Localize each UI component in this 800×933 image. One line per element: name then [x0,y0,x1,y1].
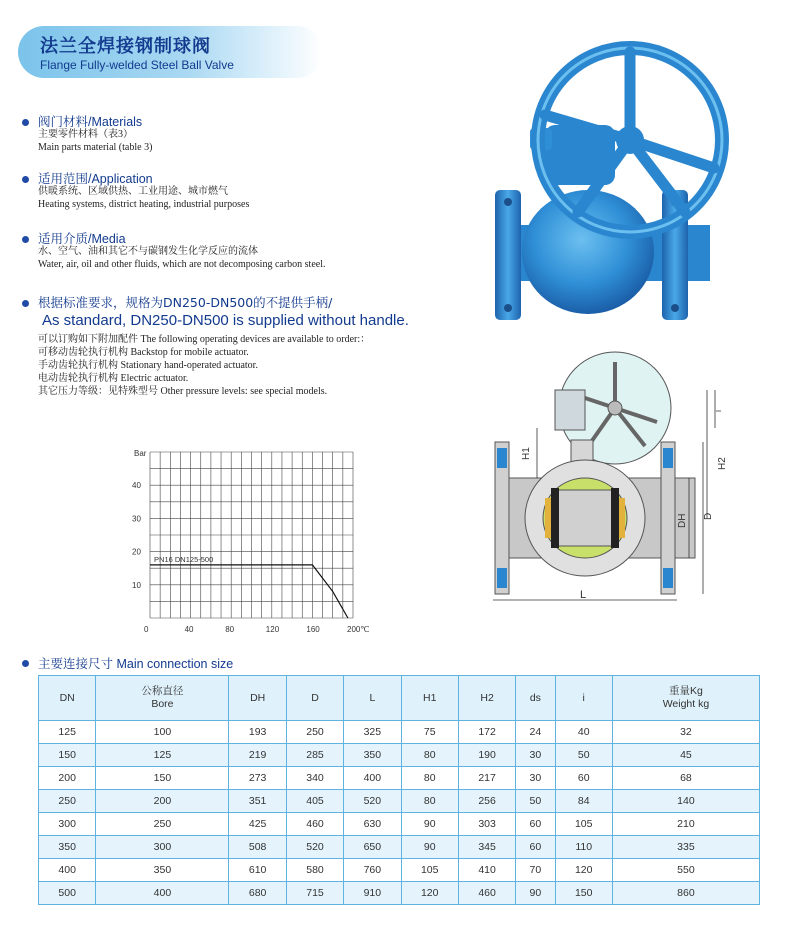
table-header-cell [612,676,759,721]
table-cell: 190 [458,744,515,767]
table-cell: 24 [516,721,555,744]
section-media-en: Water, air, oil and other fluids, which are not decomposing carbon steel. [38,259,326,270]
table-cell: 630 [344,813,401,836]
dim-label-dh: DH [677,513,688,528]
table-cell: 90 [401,813,458,836]
section-media-cn: 水、空气、油和其它不与碳钢发生化学反应的流体 [38,246,258,257]
table-cell: 105 [401,859,458,882]
table-cell: 50 [516,790,555,813]
table-row [39,859,760,882]
table-header-cell [229,676,286,721]
table-cell: 140 [612,790,759,813]
page-title-en: Flange Fully-welded Steel Ball Valve [40,58,234,72]
table-cell: 405 [286,790,343,813]
table-cell: 350 [344,744,401,767]
header-sublabel: Weight kg [662,698,710,710]
table-cell: 325 [344,721,401,744]
dim-label-l: L [580,589,587,601]
y-tick-label: 40 [132,481,141,491]
table-cell: 335 [612,836,759,859]
option-line: 其它压力等级：见特殊型号 Other pressure levels: see special models. [38,386,328,397]
section-media-heading: 适用介质/Media [38,232,126,246]
header-label: 公称直径 [141,685,184,697]
table-cell: 30 [516,767,555,790]
table-row [39,721,760,744]
table-cell: 285 [286,744,343,767]
table-cell: 80 [401,767,458,790]
bullet-icon [22,176,29,183]
x-tick-label: 120 [265,625,280,634]
standard-note-cn: 根据标准要求，规格为DN250-DN500的不提供手柄/ [38,295,333,310]
table-cell: 90 [401,836,458,859]
table-header-cell [555,676,612,721]
chart-series-line [150,565,348,618]
table-cell: 200 [96,790,229,813]
table-cell: 210 [612,813,759,836]
table-cell: 80 [401,790,458,813]
x-tick-label: 200℃ [347,625,370,634]
table-row [39,882,760,905]
table-cell: 105 [555,813,612,836]
option-line: 手动齿轮执行机构 Stationary hand-operated actuator. [38,360,258,371]
table-header-cell [401,676,458,721]
option-line: 可以订购如下附加配件 The following operating devices are available to order:： [38,334,371,345]
page-title-cn: 法兰全焊接钢制球阀 [40,36,211,57]
table-cell: 217 [458,767,515,790]
chart-grid [150,452,353,618]
table-header-cell [39,676,96,721]
x-tick-label: 160 [306,625,320,634]
x-tick-label: 80 [225,625,235,634]
table-cell: 680 [229,882,286,905]
table-header-cell [286,676,343,721]
header-label: H1 [423,691,437,704]
table-cell: 120 [401,882,458,905]
table-cell: 400 [39,859,96,882]
valve-section-drawing [485,350,745,612]
header-label: DH [250,691,266,704]
x-tick-label: 40 [184,625,194,634]
table-row [39,767,760,790]
table-cell: 60 [516,813,555,836]
table-cell: 30 [516,744,555,767]
table-header-cell [96,676,229,721]
option-line: 电动齿轮执行机构 Electric actuator. [38,373,189,384]
table-cell: 650 [344,836,401,859]
table-cell: 172 [458,721,515,744]
table-row [39,813,760,836]
dim-label-i: i [713,410,723,412]
table-cell: 125 [96,744,229,767]
table-cell: 150 [39,744,96,767]
option-line: 可移动齿轮执行机构 Backstop for mobile actuator. [38,347,249,358]
table-cell: 110 [555,836,612,859]
table-cell: 68 [612,767,759,790]
bullet-icon [22,236,29,243]
y-tick-label: 10 [132,580,141,590]
table-cell: 60 [516,836,555,859]
table-cell: 32 [612,721,759,744]
section-materials-heading: 阀门材料/Materials [38,115,143,129]
table-cell: 350 [96,859,229,882]
table-cell: 300 [96,836,229,859]
table-cell: 350 [39,836,96,859]
table-cell: 219 [229,744,286,767]
table-cell: 70 [516,859,555,882]
y-axis-label: Bar [134,449,147,458]
y-tick-label: 30 [132,514,141,524]
table-cell: 303 [458,813,515,836]
table-cell: 120 [555,859,612,882]
dim-label-h2: H2 [717,457,728,470]
table-cell: 50 [555,744,612,767]
table-cell: 460 [286,813,343,836]
bullet-icon [22,119,29,126]
table-title: 主要连接尺寸 Main connection size [38,657,234,671]
table-cell: 860 [612,882,759,905]
section-application-heading: 适用范围/Application [38,172,153,186]
connection-size-table [38,675,760,905]
header-label: 重量Kg [669,685,703,697]
header-label: ds [529,691,541,704]
section-application-en: Heating systems, district heating, industrial purposes [38,199,250,210]
section-materials-en: Main parts material (table 3) [38,142,153,153]
table-cell: 508 [229,836,286,859]
header-sublabel: Bore [151,698,174,710]
table-cell: 345 [458,836,515,859]
table-cell: 580 [286,859,343,882]
table-cell: 300 [39,813,96,836]
table-cell: 500 [39,882,96,905]
table-cell: 45 [612,744,759,767]
dim-label-d: D [703,512,714,520]
table-cell: 715 [286,882,343,905]
table-cell: 250 [39,790,96,813]
table-header-cell [516,676,555,721]
table-cell: 520 [344,790,401,813]
table-cell: 425 [229,813,286,836]
table-cell: 610 [229,859,286,882]
table-cell: 125 [39,721,96,744]
standard-note-en: As standard, DN250-DN500 is supplied without handle. [42,312,409,329]
table-cell: 760 [344,859,401,882]
table-cell: 400 [344,767,401,790]
table-cell: 90 [516,882,555,905]
table-cell: 40 [555,721,612,744]
table-cell: 460 [458,882,515,905]
table-cell: 400 [96,882,229,905]
table-cell: 80 [401,744,458,767]
table-cell: 150 [555,882,612,905]
table-cell: 250 [96,813,229,836]
header-label: i [582,691,585,704]
table-cell: 84 [555,790,612,813]
table-cell: 193 [229,721,286,744]
table-cell: 60 [555,767,612,790]
table-row [39,790,760,813]
bullet-icon [22,660,29,667]
header-label: L [369,691,376,704]
table-cell: 340 [286,767,343,790]
bullet-icon [22,300,29,307]
header-label: D [311,691,319,704]
table-row [39,836,760,859]
series-label: PN16 DN125-500 [154,554,214,564]
table-cell: 75 [401,721,458,744]
table-header-cell [458,676,515,721]
valve-photo [490,30,740,330]
table-cell: 410 [458,859,515,882]
y-tick-label: 20 [132,547,141,557]
section-application-cn: 供暖系统、区域供热、工业用途、城市燃气 [38,186,228,197]
header-label: DN [59,691,75,704]
x-tick-label: 0 [144,625,149,634]
dim-label-h1: H1 [521,447,532,460]
table-row [39,744,760,767]
table-cell: 256 [458,790,515,813]
table-cell: 520 [286,836,343,859]
pressure-temperature-chart [128,440,378,635]
section-materials-cn: 主要零件材料（表3） [38,129,133,140]
table-header-row [39,676,760,721]
table-cell: 250 [286,721,343,744]
table-cell: 351 [229,790,286,813]
table-cell: 150 [96,767,229,790]
table-header-cell [344,676,401,721]
table-cell: 910 [344,882,401,905]
table-cell: 273 [229,767,286,790]
header-label: H2 [480,691,494,704]
table-cell: 200 [39,767,96,790]
table-cell: 550 [612,859,759,882]
table-cell: 100 [96,721,229,744]
